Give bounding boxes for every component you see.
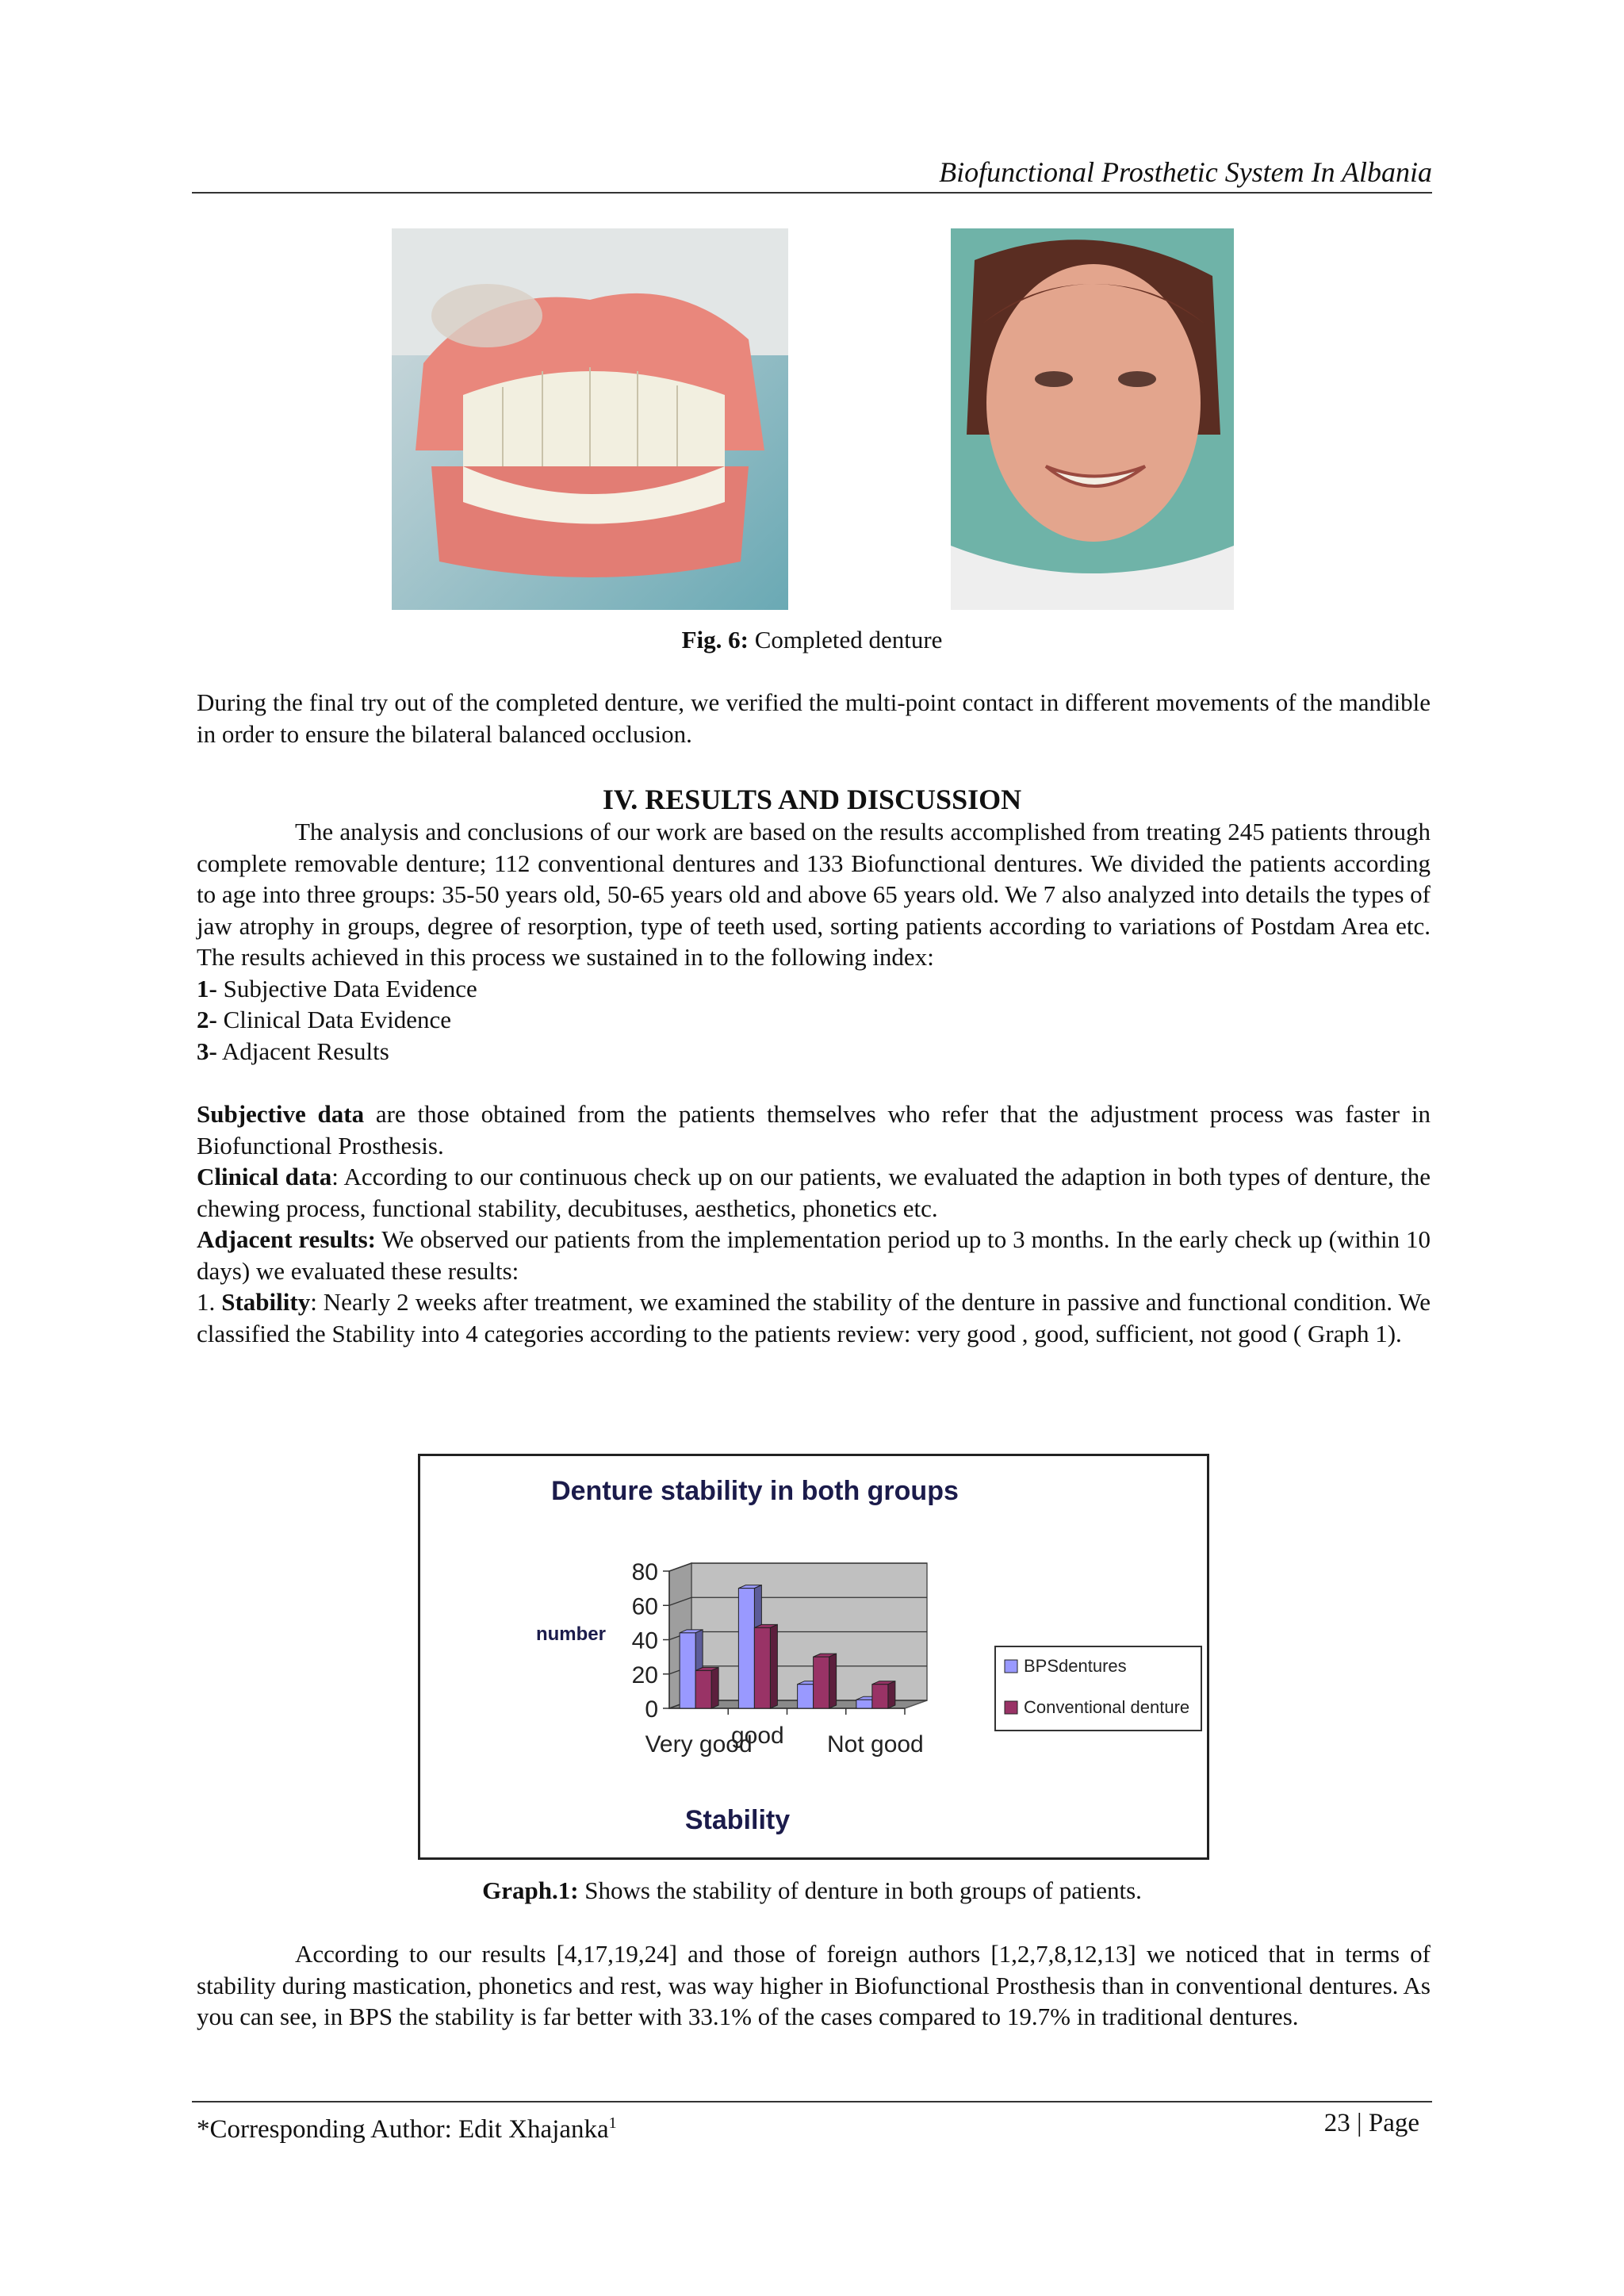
legend-label: BPSdentures [1024,1656,1127,1676]
index-list [197,973,1431,1068]
x-tick-label: good [731,1723,784,1749]
stability-paragraph: 1. Stability: Nearly 2 weeks after treatment, we examined the stability of the denture in passive and functional condition. We classified the Stability into 4 categories according to the patients review: very good , good, sufficient, not good ( Graph 1). [197,1288,1431,1347]
running-title: Biofunctional Prosthetic System In Albania [939,156,1432,188]
page-number: 23 | Page [1323,2109,1419,2137]
legend-swatch [1005,1660,1017,1673]
bar [872,1685,888,1708]
graph1-caption-text: Shows the stability of denture in both groups of patients. [578,1876,1142,1904]
section-body [197,816,1431,1349]
subjective-data-paragraph: Subjective data are those obtained from the patients themselves who refer that the adjustment process was faster in Biofunctional Prosthesis. [197,1100,1431,1159]
x-axis-label: Stability [684,1805,791,1835]
y-axis-label: number [535,1623,607,1645]
intro-paragraph: During the final try out of the completed denture, we verified the multi-point contact in different movements of the mandible in order to ensure the bilateral balanced occlusion. [197,688,1431,748]
bar [738,1589,754,1708]
list-item: 1- Subjective Data Evidence [197,974,477,1002]
figure6-caption-label: Fig. 6: [681,626,749,654]
y-tick-label: 20 [631,1662,658,1688]
y-tick-label: 0 [645,1696,658,1723]
footer-rule [192,2101,1432,2102]
x-tick-label: Very good [645,1731,753,1757]
y-tick-label: 60 [631,1593,658,1620]
figure6-caption-text: Completed denture [748,626,943,654]
bar-side [770,1624,777,1708]
adjacent-results-paragraph: Adjacent results: We observed our patients from the implementation period up to 3 months. In the early check up (within 10 days) we evaluated these results: [197,1225,1431,1285]
bar-side [829,1654,837,1708]
bar [754,1627,770,1708]
y-tick-label: 40 [631,1627,658,1654]
bar [856,1700,872,1708]
bar [798,1685,814,1708]
corresponding-author: *Corresponding Author: Edit Xhajanka$^1$ [197,2114,617,2144]
list-item: 3- Adjacent Results [197,1037,389,1065]
author-superscript: 1 [608,2114,617,2132]
stability-chart [418,1454,1209,1860]
bar [814,1657,829,1708]
chart-title: Denture stability in both groups [551,1476,959,1506]
denture-photo [392,228,788,610]
header-rule [192,192,1432,194]
x-tick-label: Not good [826,1731,924,1757]
figure6-caption [192,624,1432,656]
legend-swatch [1005,1701,1017,1714]
bar-side [888,1681,895,1708]
stability-chart-svg [420,1456,1207,1857]
graph1-caption-label: Graph.1: [482,1876,579,1904]
section-paragraph: The analysis and conclusions of our work are based on the results accomplished from treating 245 patients through complete removable denture; 112 conventional dentures and 133 Biofunctional dentures. We divided the patients according to age into three groups: 35-50 years old, 50-65 years old and above 65 years old. We 7 also analyzed into details the types of jaw atrophy in groups, degree of resorption, type of teeth used, sorting patients according to variations of Postdam Area etc. The results achieved in this process we sustained in to the following index: [197,818,1431,971]
clinical-data-paragraph: Clinical data: According to our continuous check up on our patients, we evaluated the adaption in both types of denture, the chewing process, functional stability, decubituses, aesthetics, phonetics etc. [197,1163,1431,1222]
bar-side [711,1667,718,1708]
section-heading: IV. RESULTS AND DISCUSSION [602,784,1022,815]
graph1-caption [192,1875,1432,1907]
bar [695,1670,711,1708]
patient-photo [951,228,1234,610]
y-tick-label: 80 [631,1559,658,1585]
bar [680,1633,695,1708]
list-item: 2- Clinical Data Evidence [197,1006,452,1033]
legend-label: Conventional denture [1024,1697,1190,1717]
closing-paragraph: According to our results [4,17,19,24] and those of foreign authors [1,2,7,8,12,13] we noticed that in terms of stability during mastication, phonetics and rest, was way higher in Biofunctional Prosthesis than in conventional dentures. As you can see, in BPS the stability is far better with 33.1% of the cases compared to 19.7% in traditional dentures. [197,1940,1431,2030]
